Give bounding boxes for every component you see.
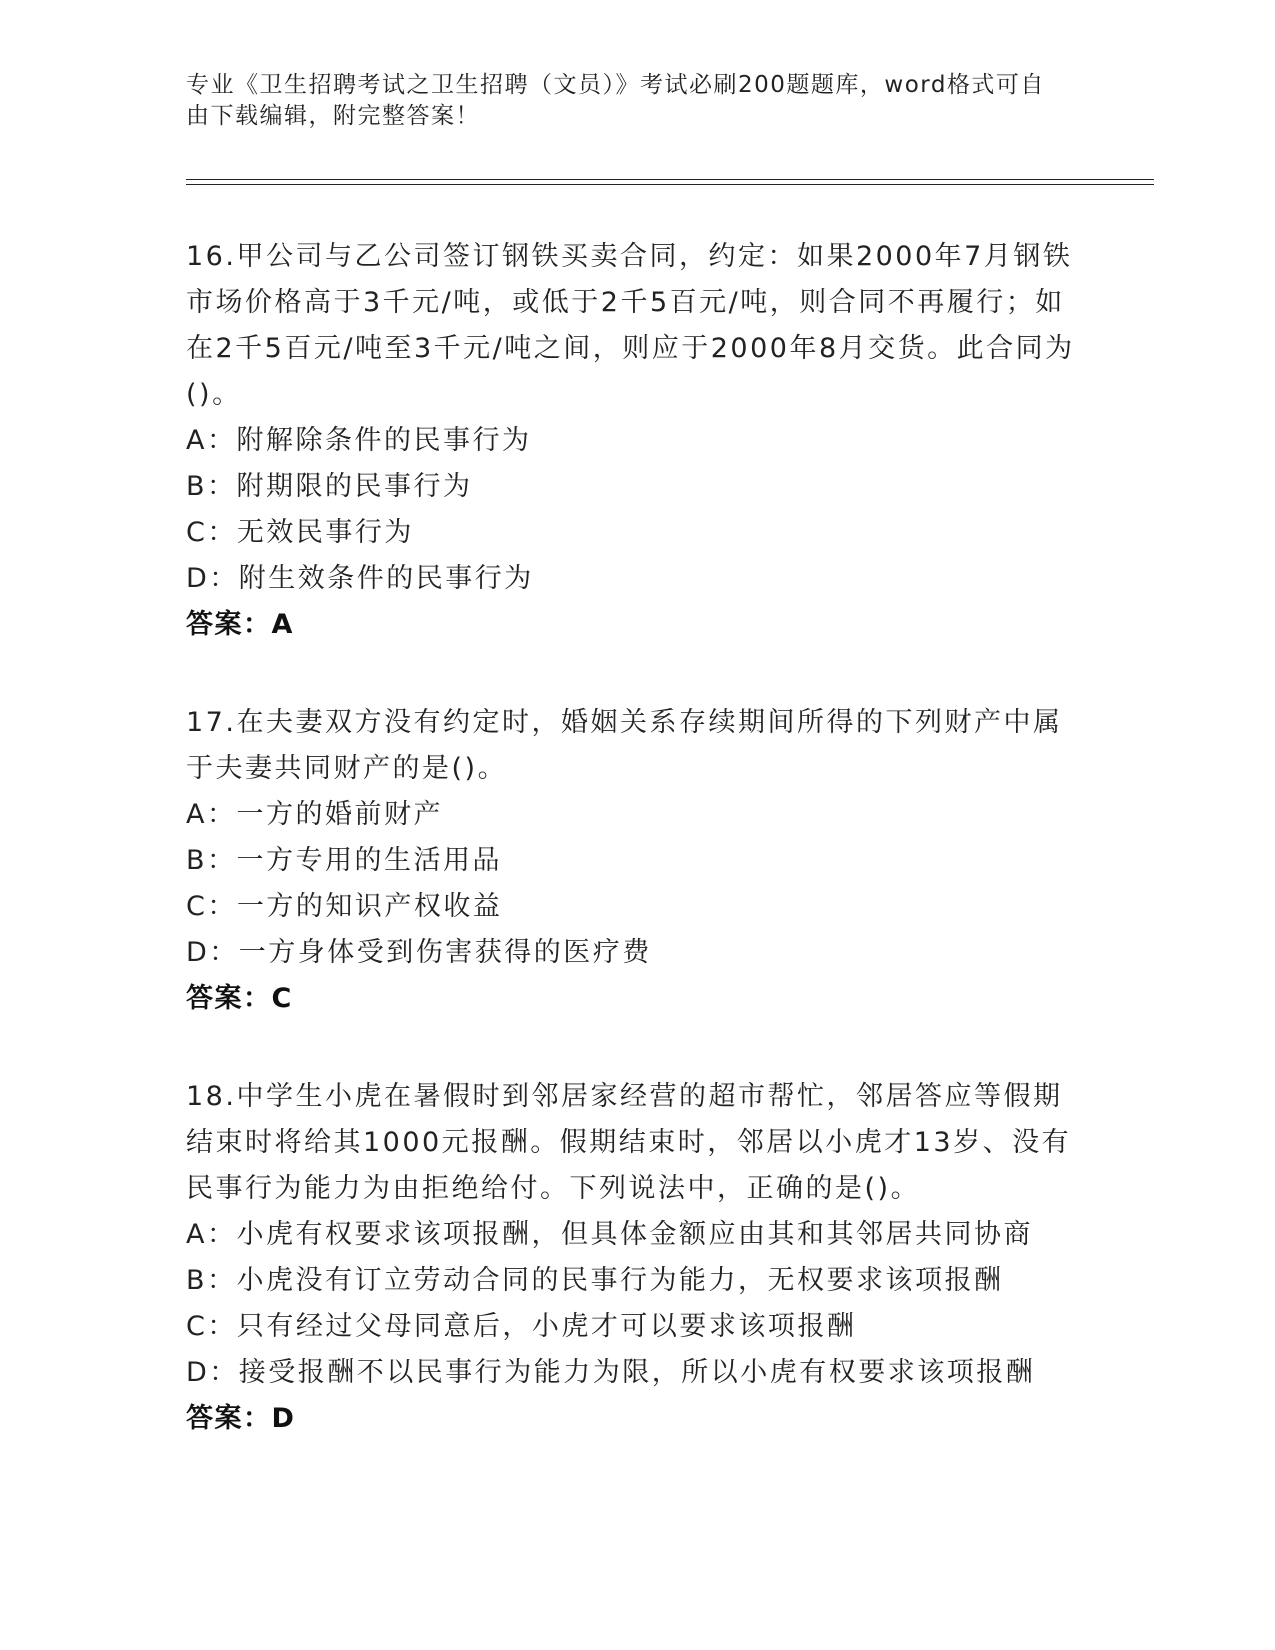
document-header: 专业《卫生招聘考试之卫生招聘（文员）》考试必刷200题题库，word格式可自由下载编辑，附完整答案！ — [186, 72, 1045, 129]
option-c: C：只有经过父母同意后，小虎才可以要求该项报酬 — [186, 1311, 857, 1342]
answer: 答案：D — [186, 1403, 296, 1434]
answer: 答案：A — [186, 609, 294, 640]
option-c: C：无效民事行为 — [186, 517, 414, 548]
question-17 — [186, 700, 1086, 1022]
header-divider-bottom — [186, 184, 1154, 185]
question-18 — [186, 1074, 1086, 1442]
option-c: C：一方的知识产权收益 — [186, 891, 503, 922]
question-stem: 18.中学生小虎在暑假时到邻居家经营的超市帮忙，邻居答应等假期结束时将给其1000元报酬。假期结束时，邻居以小虎才13岁、没有民事行为能力为由拒绝给付。下列说法中，正确的是()。 — [186, 1081, 1072, 1204]
question-stem: 17.在夫妻双方没有约定时，婚姻关系存续期间所得的下列财产中属于夫妻共同财产的是()。 — [186, 707, 1063, 784]
option-a: A：小虎有权要求该项报酬，但具体金额应由其和其邻居共同协商 — [186, 1219, 1033, 1250]
option-d: D：一方身体受到伤害获得的医疗费 — [186, 937, 652, 968]
option-d: D：接受报酬不以民事行为能力为限，所以小虎有权要求该项报酬 — [186, 1357, 1036, 1388]
header-divider-top — [186, 179, 1154, 180]
option-b: B：附期限的民事行为 — [186, 471, 473, 502]
question-16 — [186, 234, 1086, 648]
option-a: A：附解除条件的民事行为 — [186, 425, 532, 456]
option-a: A：一方的婚前财产 — [186, 799, 443, 830]
answer: 答案：C — [186, 983, 293, 1014]
option-d: D：附生效条件的民事行为 — [186, 563, 534, 594]
question-stem: 16.甲公司与乙公司签订钢铁买卖合同，约定：如果2000年7月钢铁市场价格高于3千元/吨，或低于2千5百元/吨，则合同不再履行；如在2千5百元/吨至3千元/吨之间，则应于2000年8月交货。此合同为()。 — [186, 241, 1075, 410]
option-b: B：一方专用的生活用品 — [186, 845, 503, 876]
option-b: B：小虎没有订立劳动合同的民事行为能力，无权要求该项报酬 — [186, 1265, 1004, 1296]
question-list — [186, 234, 1086, 1494]
